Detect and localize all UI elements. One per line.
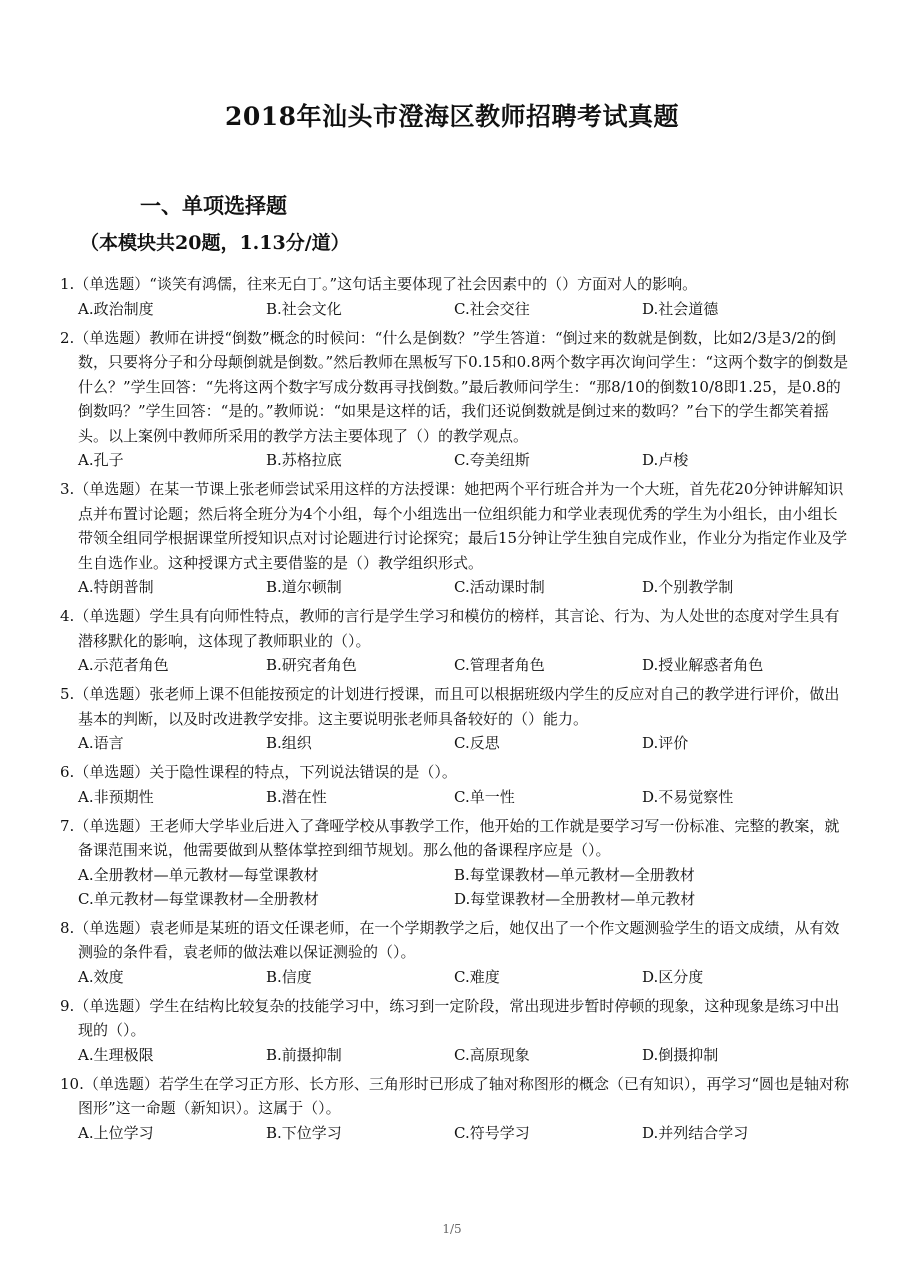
option-b: B.潜在性: [266, 787, 327, 806]
option-a: A.政治制度: [78, 299, 154, 318]
question-stem: 2.（单选题）教师在讲授“倒数”概念的时候问：“什么是倒数？”学生答道：“倒过来的数就是倒数，比如2/3是3/2的倒数，只要将分子和分母颠倒就是倒数。”然后教师在黑板写下0.15和0.8两个数字再次询问学生：“这两个数字的倒数是什么？”学生回答：“先将这两个数字写成分数再寻找倒数。”最后教师问学生：“那8/10的倒数10/8即1.25，是0.8的倒数吗？”学生回答：“是的。”教师说：“如果是这样的话，我们还说倒数就是倒过来的数吗？”台下的学生都笑着摇头。以上案例中教师所采用的教学方法主要体现了（）的教学观点。: [60, 328, 849, 445]
option-a: A.生理极限: [78, 1045, 154, 1064]
question-stem: 1.（单选题）“谈笑有鸿儒，往来无白丁。”这句话主要体现了社会因素中的（）方面对人的影响。: [60, 275, 698, 293]
option-c: C.反思: [454, 734, 500, 752]
option-c: C.管理者角色: [454, 656, 545, 674]
option-c: C.单一性: [454, 787, 515, 806]
option-d: D.评价: [642, 734, 689, 752]
option-d: D.倒摄抑制: [642, 1045, 719, 1064]
option-a: A.孔子: [78, 451, 124, 469]
question-stem: 4.（单选题）学生具有向师性特点，教师的言行是学生学习和模仿的榜样，其言论、行为、为人处世的态度对学生具有潜移默化的影响，这体现了教师职业的（）。: [60, 607, 840, 650]
question-2: [60, 326, 850, 473]
option-a: A.特朗普制: [78, 578, 154, 596]
question-4: [60, 604, 850, 677]
option-c: C.活动课时制: [454, 578, 545, 596]
page-title: 2018年汕头市澄海区教师招聘考试真题: [224, 102, 680, 131]
question-1: [60, 272, 850, 321]
option-b: B.下位学习: [266, 1123, 342, 1142]
option-c: C.夸美纽斯: [454, 451, 530, 469]
option-b: B.每堂课教材—单元教材—全册教材: [454, 865, 695, 884]
option-b: B.信度: [266, 967, 312, 986]
question-stem: 9.（单选题）学生在结构比较复杂的技能学习中，练习到一定阶段，常出现进步暂时停顿的现象，这种现象是练习中出现的（）。: [60, 996, 840, 1039]
option-d: D.卢梭: [642, 451, 689, 469]
question-9: [60, 994, 850, 1067]
option-b: B.研究者角色: [266, 656, 357, 674]
option-a: A.全册教材—单元教材—每堂课教材: [78, 865, 319, 884]
option-d: D.个别教学制: [642, 578, 734, 596]
option-c: C.高原现象: [454, 1045, 530, 1064]
option-d: D.并列结合学习: [642, 1123, 749, 1142]
question-stem: 10.（单选题）若学生在学习正方形、长方形、三角形时已形成了轴对称图形的概念（已有知识），再学习“圆也是轴对称图形”这一命题（新知识）。这属于（）。: [60, 1074, 850, 1117]
option-c: C.单元教材—每堂课教材—全册教材: [78, 889, 319, 908]
section-heading: 一、单项选择题: [140, 193, 287, 218]
question-3: [60, 477, 850, 599]
option-b: B.前摄抑制: [266, 1045, 342, 1064]
question-stem: 3.（单选题）在某一节课上张老师尝试采用这样的方法授课：她把两个平行班合并为一个大班，首先花20分钟讲解知识点并布置讨论题；然后将全班分为4个小组，每个小组选出一位组织能力和学业表现优秀的学生为小组长，由小组长带领全组同学根据课堂所授知识点对讨论题进行讨论探究；最后15分钟让学生独自完成作业，作业分为指定作业及学生自选作业。这种授课方式主要借鉴的是（）教学组织形式。: [60, 480, 848, 572]
section-note: （本模块共20题，1.13分/道）: [80, 232, 350, 254]
option-b: B.组织: [266, 734, 312, 752]
option-a: A.效度: [78, 967, 124, 986]
option-c: C.社会交往: [454, 299, 530, 318]
option-c: C.难度: [454, 967, 500, 986]
option-d: D.社会道德: [642, 299, 719, 318]
question-list: [60, 272, 850, 1150]
option-d: D.授业解惑者角色: [642, 656, 764, 674]
option-b: B.社会文化: [266, 299, 342, 318]
option-a: A.语言: [78, 734, 124, 752]
option-a: A.非预期性: [78, 787, 154, 806]
option-d: D.不易觉察性: [642, 787, 734, 806]
option-b: B.道尔顿制: [266, 578, 342, 596]
question-stem: 8.（单选题）袁老师是某班的语文任课老师，在一个学期教学之后，她仅出了一个作文题测验学生的语文成绩，从有效测验的条件看，袁老师的做法难以保证测验的（）。: [60, 918, 840, 961]
question-stem: 5.（单选题）张老师上课不但能按预定的计划进行授课，而且可以根据班级内学生的反应对自己的教学进行评价，做出基本的判断，以及时改进教学安排。这主要说明张老师具备较好的（）能力。: [60, 685, 840, 728]
option-b: B.苏格拉底: [266, 451, 342, 469]
question-7: [60, 814, 850, 911]
question-8: [60, 916, 850, 989]
option-d: D.区分度: [642, 967, 704, 986]
option-d: D.每堂课教材—全册教材—单元教材: [454, 889, 696, 908]
option-c: C.符号学习: [454, 1123, 530, 1142]
question-5: [60, 682, 850, 755]
option-a: A.上位学习: [78, 1123, 154, 1142]
question-6: [60, 760, 850, 809]
page-number: 1/5: [442, 1222, 462, 1236]
option-a: A.示范者角色: [78, 656, 169, 674]
question-stem: 7.（单选题）王老师大学毕业后进入了聋哑学校从事教学工作，他开始的工作就是要学习写一份标准、完整的教案，就备课范围来说，他需要做到从整体掌控到细节规划。那么他的备课程序应是（）。: [60, 816, 840, 859]
question-10: [60, 1072, 850, 1145]
question-stem: 6.（单选题）关于隐性课程的特点，下列说法错误的是（）。: [60, 763, 457, 781]
